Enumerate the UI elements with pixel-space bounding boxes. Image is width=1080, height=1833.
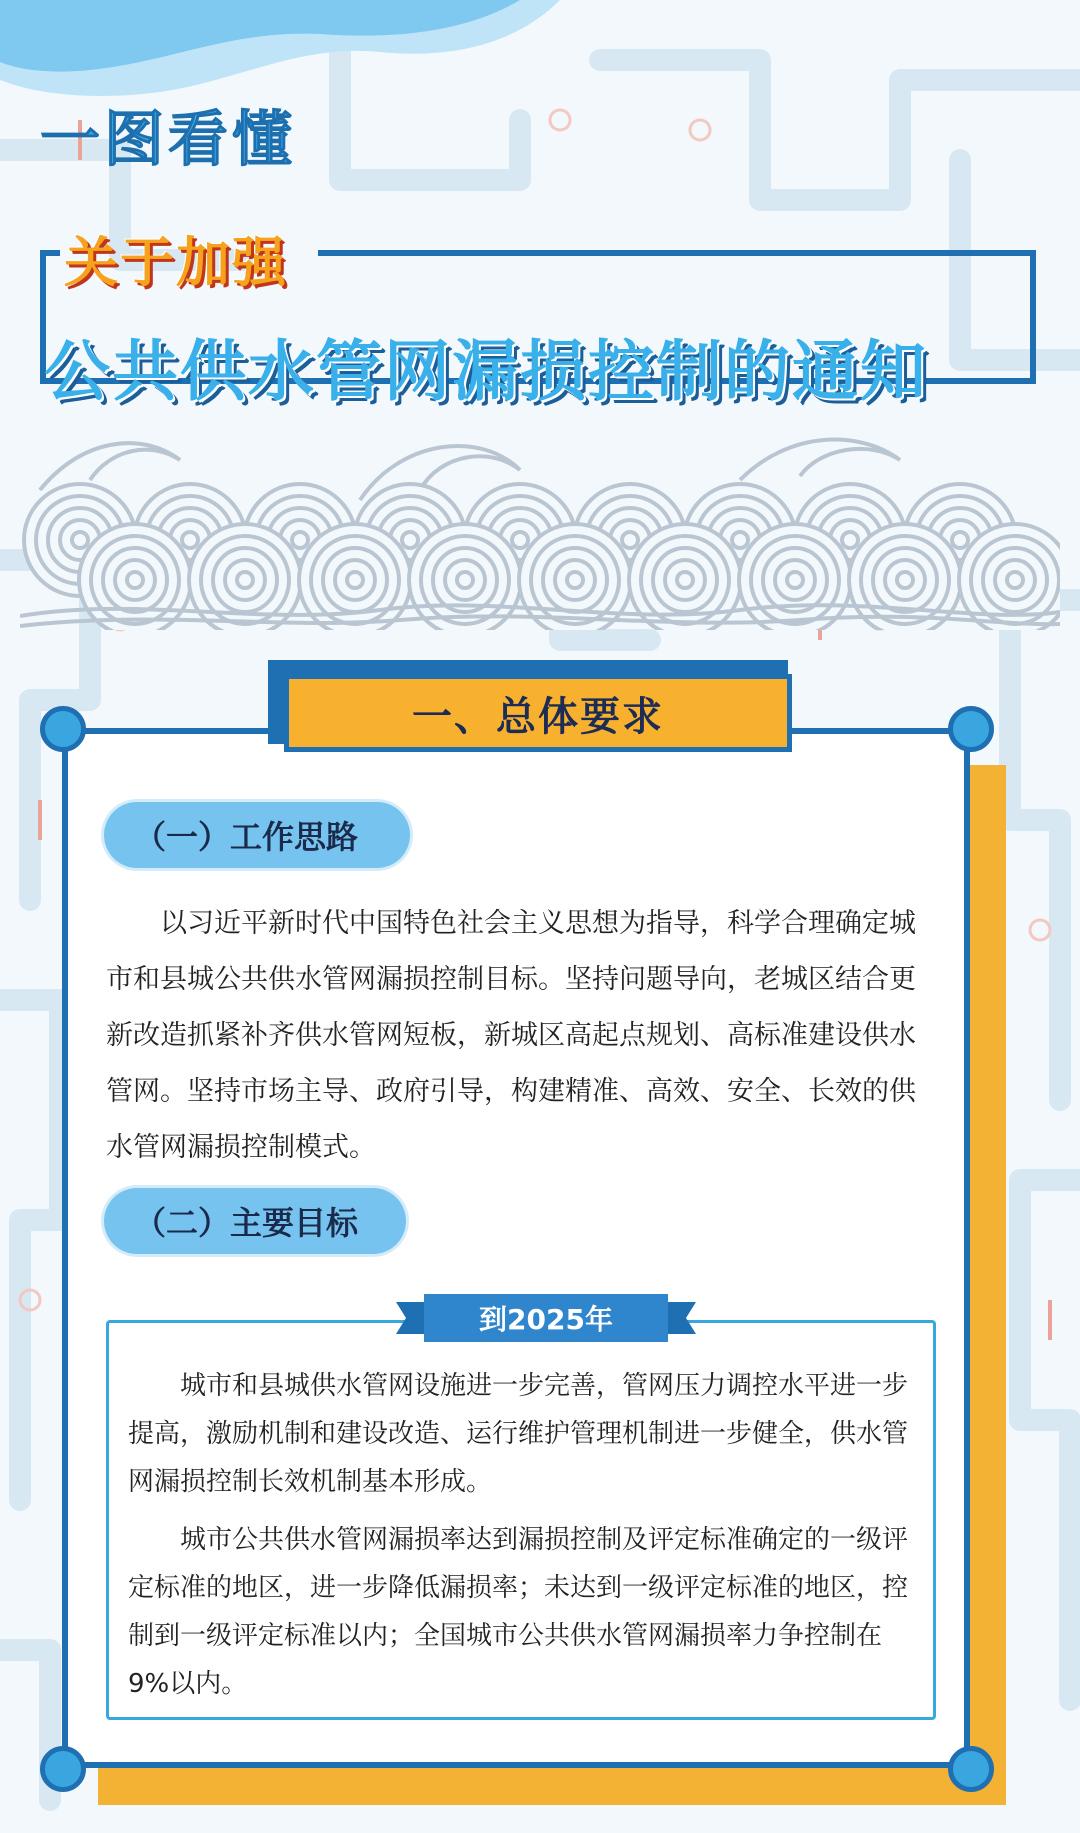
subsection-label-main-goals: （二）主要目标 [104,1188,406,1254]
section-title: 一、总体要求 [284,674,792,752]
corner-dot-bottom-right [948,1746,994,1792]
goals-paragraph-2: 城市公共供水管网漏损率达到漏损控制及评定标准确定的一级评定标准的地区，进一步降低漏损率；未达到一级评定标准的地区，控制到一级评定标准以内；全国城市公共供水管网漏损率力争控制在9%以内。 [128,1525,909,1699]
page-title: 公共供水管网漏损控制的通知 [44,333,928,410]
corner-dot-top-left [40,706,86,752]
title-frame-top-line [318,250,1036,256]
subsection-label-work-approach: （一）工作思路 [104,802,410,868]
title-frame-left-stub [40,250,60,256]
wave-pattern-decoration [20,420,1060,630]
work-approach-paragraph: 以习近平新时代中国特色社会主义思想为指导，科学合理确定城市和县城公共供水管网漏损控制目标。坚持问题导向，老城区结合更新改造抓紧补齐供水管网短板，新城区高起点规划、高标准建设供水管网。坚持市场主导、政府引导，构建精准、高效、安全、长效的供水管网漏损控制模式。 [106,908,916,1163]
corner-dot-top-right [948,706,994,752]
title-prefix: 关于加强 [64,231,288,294]
ribbon-year-label: 到2025年 [479,1303,613,1336]
goals-paragraph-1: 城市和县城供水管网设施进一步完善，管网压力调控水平进一步提高，激励机制和建设改造、运行维护管理机制进一步健全，供水管网漏损控制长效机制基本形成。 [128,1371,909,1497]
corner-dot-bottom-left [40,1746,86,1792]
subtitle-yitu-kandong: 一图看懂 [40,105,296,175]
